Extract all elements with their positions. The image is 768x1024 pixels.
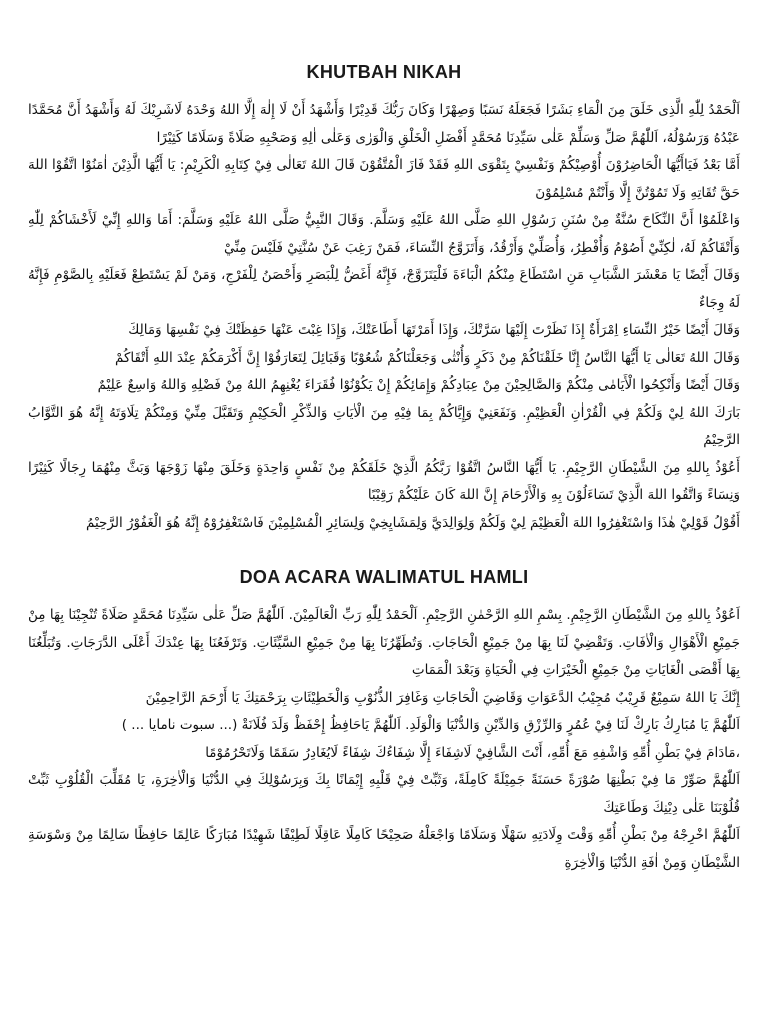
khutbah-paragraph: أَقُوْلُ قَوْلِيْ هٰذَا وَاسْتَغْفِرُوا اللهَ الْعَظِيْمَ لِيْ وَلَكُمْ وَلِوَالِدَيَّ وَلِمَشَايِخِيْ وَلِسَائِرِ الْمُسْلِمِيْنَ فَاسْتَغْفِرُوْهُ إِنَّهُ هُوَ الْغَفُوْرُ الرَّحِيْمُ xyxy=(86,514,740,531)
khutbah-title: KHUTBAH NIKAH xyxy=(306,62,462,82)
khutbah-paragraph: وَقَالَ أَيْضًا وَأَنْكِحُوا الْأَيَامٰى مِنْكُمْ وَالصَّالِحِيْنَ مِنْ عِبَادِكُمْ وَإِمَائِكُمْ إِنْ يَكُوْنُوْا فُقَرَاءَ يُغْنِهِمُ اللهُ مِنْ فَضْلِهِ وَاللهُ وَاسِعٌ عَلِيْمٌ xyxy=(97,377,740,393)
doa-paragraph: اَللّٰهُمَّ اخْرِجْهُ مِنْ بَطْنِ أُمِّهِ وَقْتَ وِلَادَتِهِ سَهْلًا وَسَلَامًا وَاجْعَلْهُ صَحِيْحًا كَامِلًا عَاقِلًا لَطِيْفًا شَهِيْدًا مُبَارَكًا عَالِمًا حَافِظًا سَالِمًا مِنْ وَسْوَسَةِ الشَّيْطَانِ وَمِنْ اٰفَةِ الدُّنْيَا وَالْاٰخِرَةِ xyxy=(28,827,740,871)
doa-body xyxy=(28,602,740,877)
khutbah-paragraph: وَقَالَ أَيْضًا خَيْرُ النِّسَاءِ اِمْرَأَةٌ إِذَا نَظَرْتَ إِلَيْهَا سَرَّتْكَ، وَإِذَا أَمَرْتَهَا أَطَاعَتْكَ، وَإِذَا غِبْتَ عَنْهَا حَفِظَتْكَ فِيْ نَفْسِهَا وَمَالِكَ xyxy=(128,322,740,338)
khutbah-body xyxy=(28,97,740,537)
doa-paragraph: إِنَّكَ يَا اللهُ سَمِيْعٌ قَرِيْبٌ مُجِيْبُ الدَّعَوَاتِ وَقَاضِيَ الْحَاجَاتِ وَغَافِرَ الذُّنُوْبِ وَالْخَطِيْئَاتِ بِرَحْمَتِكَ يَا أَرْحَمَ الرَّاحِمِيْنَ xyxy=(145,689,740,706)
doa-paragraph: اَللّٰهُمَّ صَوِّرْ مَا فِيْ بَطْنِهَا صُوْرَةً حَسَنَةً جَمِيْلَةً كَامِلَةً، وَثَبِّتْ فِيْ قَلْبِهِ إِيْمَانًا بِكَ وَبِرَسُوْلِكَ فِي الدُّنْيَا وَالْاٰخِرَةِ، يَا مُقَلِّبَ الْقُلُوْبِ ثَبِّتْ قُلُوْبَنَا عَلٰى دِيْنِكَ وَطَاعَتِكَ xyxy=(28,772,740,816)
doa-paragraph: اَعُوْذُ بِاللهِ مِنَ الشَّيْطَانِ الرَّجِيْمِ. بِسْمِ اللهِ الرَّحْمٰنِ الرَّحِيْمِ. اَلْحَمْدُ لِلّٰهِ رَبِّ الْعَالَمِيْنَ. اَللّٰهُمَّ صَلِّ عَلٰى سَيِّدِنَا مُحَمَّدٍ صَلَاةً تُنْجِيْنَا بِهَا مِنْ جَمِيْعِ الْأَهْوَالِ وَالْاٰفَاتِ. وَتَقْضِيْ لَنَا بِهَا مِنْ جَمِيْعِ الْحَاجَاتِ. وَتُطَهِّرُنَا بِهَا مِنْ جَمِيْعِ السَّيِّئَاتِ. وَتَرْفَعُنَا بِهَا عِنْدَكَ أَعْلَى الدَّرَجَاتِ. وَتُبَلِّغُنَا بِهَا أَقْصَى الْغَايَاتِ مِنْ جَمِيْعِ الْخَيْرَاتِ فِي الْحَيَاةِ وَبَعْدَ الْمَمَاتِ xyxy=(28,607,740,678)
doa-title: DOA ACARA WALIMATUL HAMLI xyxy=(239,567,529,587)
khutbah-paragraph: بَارَكَ اللهُ لِيْ وَلَكُمْ فِي الْقُرْاٰنِ الْعَظِيْمِ. وَنَفَعَنِيْ وَإِيَّاكُمْ بِمَا فِيْهِ مِنَ الْاٰيَاتِ وَالذِّكْرِ الْحَكِيْمِ وَتَقَبَّلَ مِنِّيْ وَمِنْكُمْ تِلَاوَتَهُ إِنَّهُ هُوَ التَّوَّابُ الرَّحِيْمُ xyxy=(28,404,740,448)
khutbah-paragraph: أَمَّا بَعْدُ فَيَاأَيُّهَا الْحَاضِرُوْنَ أُوْصِيْكُمْ وَنَفْسِيْ بِتَقْوَى اللهِ فَقَدْ فَازَ الْمُتَّقُوْنَ قَالَ اللهُ تَعَالٰى فِيْ كِتَابِهِ الْكَرِيْمِ: يَا أَيُّهَا الَّذِيْنَ اٰمَنُوْا اتَّقُوْا اللهَ حَقَّ تُقَاتِهِ وَلَا تَمُوْتُنَّ إِلَّا وَأَنْتُمْ مُسْلِمُوْنَ xyxy=(28,157,740,201)
doa-paragraph: اَللّٰهُمَّ يَا مُبَارِكُ بَارِكْ لَنَا فِيْ عُمُرٍ وَالرِّزْقِ وَالدِّيْنِ وَالدُّنْيَا وَالْوَلَدِ. اَللّٰهُمَّ يَاحَافِظُ إِحْفَظْ وَلَدَ فُلَانَةْ (... سبوت نامايا ... ) xyxy=(121,717,740,733)
khutbah-paragraph: وَاعْلَمُوْا أَنَّ النِّكَاحَ سُنَّةٌ مِنْ سُنَنِ رَسُوْلِ اللهِ صَلَّى اللهُ عَلَيْهِ وَسَلَّمَ. وَقَالَ النَّبِيُّ صَلَّى اللهُ عَلَيْهِ وَسَلَّمَ: أَمَا وَاللهِ إِنِّيْ لَأَخْشَاكُمْ لِلّٰهِ وَأَتْقَاكُمْ لَهُ، لٰكِنِّيْ أَصُوْمُ وَأُفْطِرُ، وَأُصَلِّيْ وَأَرْقُدُ، وَأَتَزَوَّجُ النِّسَاءَ، فَمَنْ رَغِبَ عَنْ سُنَّتِيْ فَلَيْسَ مِنِّيْ xyxy=(28,212,740,256)
khutbah-paragraph: اَلْحَمْدُ لِلّٰهِ الَّذِى خَلَقَ مِنَ الْمَاءِ بَشَرًا فَجَعَلَهُ نَسَبًا وَصِهْرًا وَكَانَ رَبُّكَ قَدِيْرًا وَأَشْهَدُ أَنْ لَا إِلٰهَ إِلَّا اللهُ وَحْدَهُ لَاشَرِيْكَ لَهُ وَأَشْهَدُ أَنَّ مُحَمَّدًا عَبْدُهُ وَرَسُوْلُهُ، اَللّٰهُمَّ صَلِّ وَسَلِّمْ عَلٰى سَيِّدِنَا مُحَمَّدٍ أَفْضَلِ الْخَلْقِ وَالْوَرٰى وَعَلٰى اٰلِهِ وَصَحْبِهِ صَلَاةً وَسَلَامًا كَثِيْرًا xyxy=(28,102,740,146)
khutbah-paragraph: أَعُوْذُ بِاللهِ مِنَ الشَّيْطَانِ الرَّجِيْمِ. يَا أَيُّهَا النَّاسُ اتَّقُوْا رَبَّكُمُ الَّذِيْ خَلَقَكُمْ مِنْ نَفْسٍ وَاحِدَةٍ وَخَلَقَ مِنْهَا زَوْجَهَا وَبَثَّ مِنْهُمَا رِجَالًا كَثِيْرًا وَنِسَاءً وَاتَّقُوا اللهَ الَّذِيْ تَسَاءَلُوْنَ بِهِ وَالْأَرْحَامَ إِنَّ اللهَ كَانَ عَلَيْكُمْ رَقِيْبًا xyxy=(28,459,740,503)
doa-paragraph: ،مَادَامَ فِيْ بَطْنِ أُمِّهِ وَاشْفِهِ مَعَ أُمِّهِ، أَنْتَ الشَّافِيْ لَاشِفَاءَ إِلَّا شِفَاءُكَ شِفَاءً لَايُغَادِرُ سَقَمًا وَلَاتَحْرُمُوْمًا xyxy=(205,744,740,761)
khutbah-paragraph: وَقَالَ أَيْضًا يَا مَعْشَرَ الشَّبَابِ مَنِ اسْتَطَاعَ مِنْكُمُ الْبَاءَةَ فَلْيَتَزَوَّجْ، فَإِنَّهُ أَغَضُّ لِلْبَصَرِ وَأَحْصَنُ لِلْفَرْجِ، وَمَنْ لَمْ يَسْتَطِعْ فَعَلَيْهِ بِالصَّوْمِ فَإِنَّهُ لَهُ وِجَاءٌ xyxy=(28,267,740,311)
khutbah-paragraph: وَقَالَ اللهُ تَعَالٰى يَا أَيُّهَا النَّاسُ إِنَّا خَلَقْنَاكُمْ مِنْ ذَكَرٍ وَأُنْثٰى وَجَعَلْنَاكُمْ شُعُوْبًا وَقَبَائِلَ لِتَعَارَفُوْا إِنَّ أَكْرَمَكُمْ عِنْدَ اللهِ أَتْقَاكُمْ xyxy=(115,349,740,366)
